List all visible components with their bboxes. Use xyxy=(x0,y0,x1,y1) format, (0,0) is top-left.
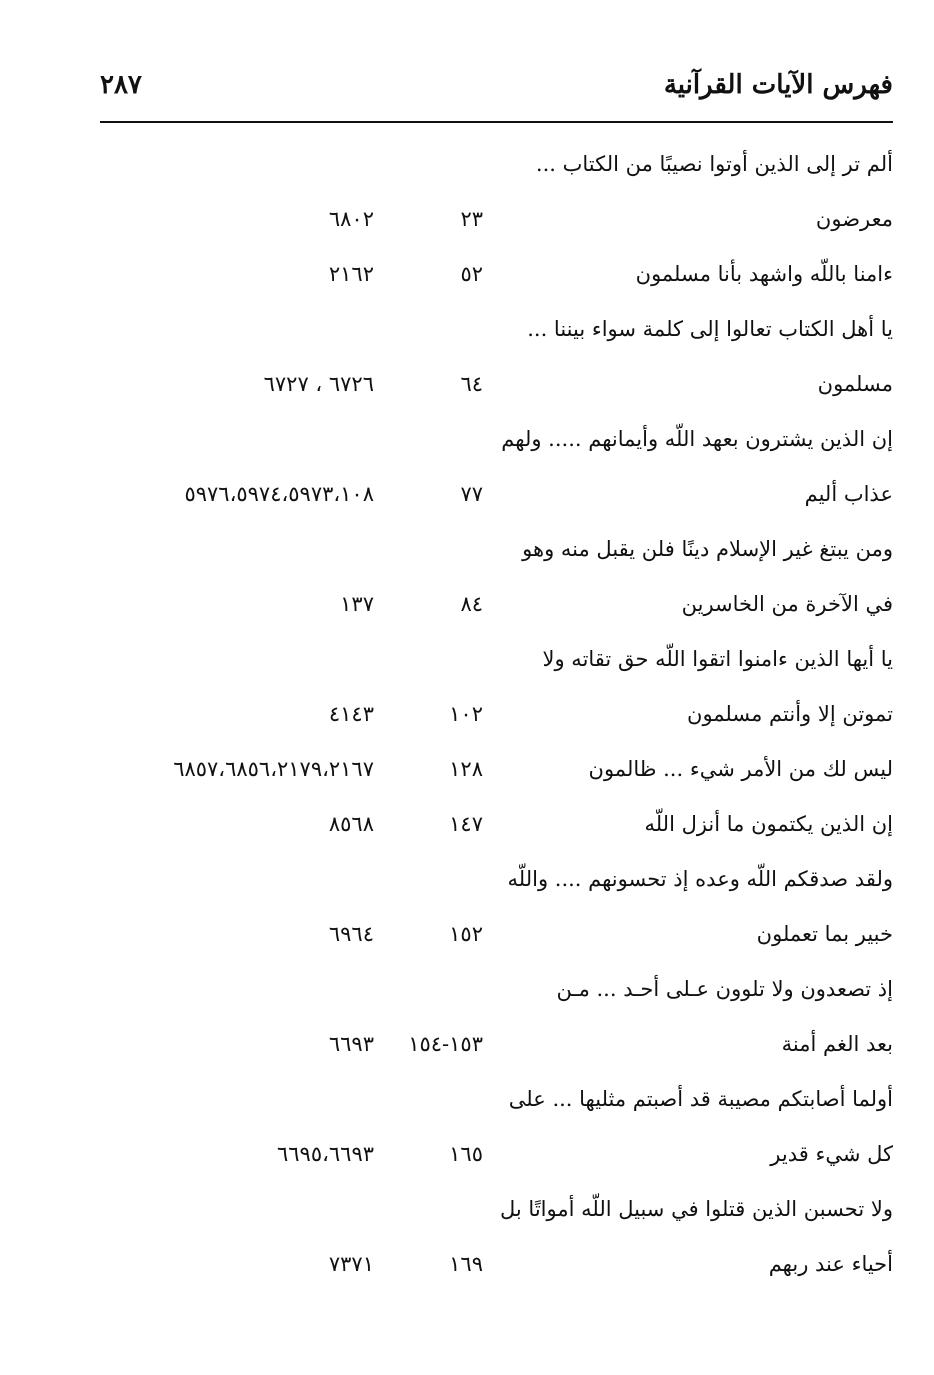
verse-text: إذ تصعدون ولا تلوون عـلى أحـد ... مـن xyxy=(556,977,893,1001)
index-row xyxy=(100,1185,893,1240)
verse-text: كل شيء قدير xyxy=(770,1142,893,1166)
aya-number: ٦٤ xyxy=(460,372,483,396)
verse-text: بعد الغم أمنة xyxy=(781,1032,893,1056)
verse-text: ومن يبتغ غير الإسلام دينًا فلن يقبل منه وهو xyxy=(522,537,893,561)
index-row xyxy=(100,690,893,745)
aya-number: ٨٤ xyxy=(460,592,483,616)
verse-text: عذاب أليم xyxy=(804,482,893,506)
hadith-refs: ٦٨٠٢ xyxy=(328,207,374,231)
hadith-refs: ٦٨٥٧،٦٨٥٦،٢١٧٩،٢١٦٧ xyxy=(173,757,374,781)
index-row xyxy=(100,965,893,1020)
verse-text: أحياء عند ربهم xyxy=(768,1252,893,1276)
aya-number: ٢٣ xyxy=(460,207,483,231)
index-row xyxy=(100,910,893,965)
header-divider xyxy=(100,121,893,123)
hadith-refs: ٧٣٧١ xyxy=(328,1252,374,1276)
index-row xyxy=(100,635,893,690)
verse-text: تموتن إلا وأنتم مسلمون xyxy=(687,702,893,726)
verse-text: ولقد صدقكم اللّه وعده إذ تحسونهم .... واللّه xyxy=(507,867,893,891)
hadith-refs: ٦٩٦٤ xyxy=(328,922,374,946)
hadith-refs: ٤١٤٣ xyxy=(328,702,374,726)
index-row xyxy=(100,305,893,360)
hadith-refs: ٥٩٧٦،٥٩٧٤،٥٩٧٣،١٠٨ xyxy=(184,482,374,506)
index-row xyxy=(100,360,893,415)
verse-text: ولا تحسبن الذين قتلوا في سبيل اللّه أمواتًا بل xyxy=(500,1197,893,1221)
verse-text: أولما أصابتكم مصيبة قد أصبتم مثليها ... على xyxy=(508,1087,893,1111)
index-row xyxy=(100,415,893,470)
index-row xyxy=(100,580,893,635)
verse-text: إن الذين يكتمون ما أنزل اللّه xyxy=(644,812,893,836)
verse-text: ءامنا باللّه واشهد بأنا مسلمون xyxy=(635,262,893,286)
verse-text: معرضون xyxy=(815,207,893,231)
aya-number: ١٠٢ xyxy=(449,702,483,726)
aya-number: ١٦٥ xyxy=(449,1142,483,1166)
aya-number: ١٢٨ xyxy=(449,757,483,781)
hadith-refs: ٢١٦٢ xyxy=(328,262,374,286)
aya-number: ٧٧ xyxy=(460,482,483,506)
page-number: ٢٨٧ xyxy=(100,70,142,100)
index-row xyxy=(100,525,893,580)
verse-text: مسلمون xyxy=(817,372,893,396)
verse-text: خبير بما تعملون xyxy=(756,922,893,946)
index-row xyxy=(100,250,893,305)
index-row xyxy=(100,1240,893,1295)
verse-text: يا أيها الذين ءامنوا اتقوا اللّه حق تقاته ولا xyxy=(542,647,893,671)
hadith-refs: ٦٧٢٦ ، ٦٧٢٧ xyxy=(263,372,374,396)
index-row xyxy=(100,1130,893,1185)
index-row xyxy=(100,140,893,195)
hadith-refs: ٨٥٦٨ xyxy=(328,812,374,836)
index-row xyxy=(100,1075,893,1130)
index-row xyxy=(100,855,893,910)
aya-number: ١٥٣-١٥٤ xyxy=(408,1032,483,1056)
aya-number: ١٥٢ xyxy=(449,922,483,946)
aya-number: ٥٢ xyxy=(460,262,483,286)
aya-number: ١٤٧ xyxy=(449,812,483,836)
hadith-refs: ٦٦٩٣ xyxy=(328,1032,374,1056)
hadith-refs: ٦٦٩٥،٦٦٩٣ xyxy=(276,1142,374,1166)
verse-index-list xyxy=(100,140,893,1295)
page-header xyxy=(100,68,893,112)
index-row xyxy=(100,745,893,800)
index-row xyxy=(100,800,893,855)
page-title: فهرس الآيات القرآنية xyxy=(663,70,893,100)
verse-text: ألم تر إلى الذين أوتوا نصيبًا من الكتاب ... xyxy=(535,152,893,176)
verse-text: ليس لك من الأمر شيء ... ظالمون xyxy=(588,757,893,781)
hadith-refs: ١٣٧ xyxy=(340,592,374,616)
verse-text: في الآخرة من الخاسرين xyxy=(681,592,893,616)
aya-number: ١٦٩ xyxy=(449,1252,483,1276)
index-row xyxy=(100,1020,893,1075)
index-row xyxy=(100,195,893,250)
index-row xyxy=(100,470,893,525)
verse-text: يا أهل الكتاب تعالوا إلى كلمة سواء بيننا ... xyxy=(527,317,893,341)
verse-text: إن الذين يشترون بعهد اللّه وأيمانهم ..... ولهم xyxy=(501,427,893,451)
